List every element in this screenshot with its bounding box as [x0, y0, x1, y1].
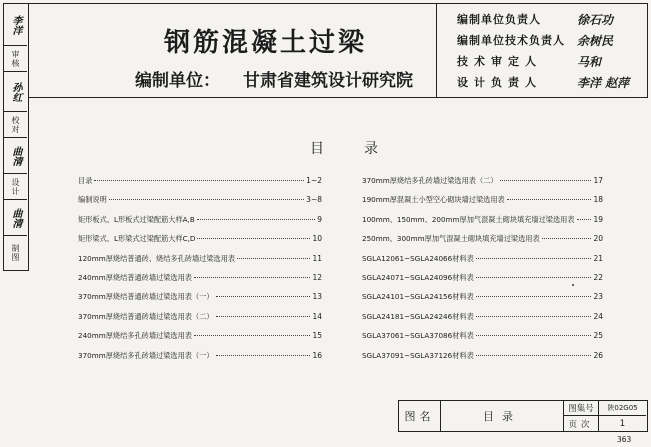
- toc-leader-dots: [542, 238, 592, 239]
- header-title-block: [29, 3, 436, 98]
- toc-entry: [78, 234, 322, 253]
- sheet-number: 363: [617, 435, 632, 444]
- toc-entry: [362, 331, 603, 350]
- responsibility-signature: 马和: [577, 54, 602, 69]
- toc-leader-dots: [500, 180, 592, 181]
- signoff-label: 设计: [11, 177, 20, 196]
- responsibility-role: 编制单位技术负责人: [457, 34, 565, 47]
- toc-leader-dots: [476, 335, 592, 336]
- toc-entry: [78, 215, 322, 234]
- signoff-signature-cell: [4, 138, 27, 174]
- atlas-number-label: 图集号: [564, 401, 599, 416]
- toc-entry: [78, 292, 322, 311]
- toc-entry: [78, 273, 322, 292]
- signoff-signature: 孙红: [10, 81, 21, 102]
- signoff-label: 校对: [11, 115, 20, 134]
- signoff-label-cell: [4, 174, 27, 200]
- toc-entry-title: 编制说明: [78, 195, 107, 205]
- toc-entry-title: SGLA24101~SGLA24156材料表: [362, 292, 474, 302]
- responsibility-row: [457, 52, 601, 70]
- toc-entry-title: 370mm厚烧结普通砖墙过梁选用表（二）: [78, 311, 214, 321]
- responsibility-row: [457, 73, 629, 91]
- toc-entry-title: 矩形板式、L形板式过梁配筋大样A,B: [78, 214, 195, 224]
- toc-column-left: [78, 176, 322, 370]
- responsibility-row: [457, 10, 613, 28]
- signoff-signature: 曲清: [10, 207, 21, 228]
- toc-entry: [78, 351, 322, 370]
- responsibility-signature: 李洋 赵萍: [577, 75, 630, 90]
- toc-entry-title: 240mm厚烧结普通砖墙过梁选用表: [78, 272, 192, 282]
- toc-entry: [362, 312, 603, 331]
- page-label: 页次: [564, 416, 599, 431]
- toc-entry-title: SGLA37091~SGLA37126材料表: [362, 350, 474, 360]
- responsibility-row: [457, 31, 613, 49]
- responsibility-block: [436, 3, 648, 98]
- toc-entry-page: 14: [312, 311, 322, 321]
- toc-entry-page: 9: [317, 214, 322, 224]
- toc-leader-dots: [94, 180, 304, 181]
- toc-entry: [362, 351, 603, 370]
- toc-entry-page: 26: [593, 350, 603, 360]
- toc-entry: [362, 234, 603, 253]
- responsibility-role: 编制单位负责人: [457, 13, 541, 26]
- toc-leader-dots: [476, 316, 592, 317]
- toc-entry-page: 21: [593, 253, 603, 263]
- toc-entry: [362, 195, 603, 214]
- toc-entry-page: 19: [593, 214, 603, 224]
- toc-entry-page: 1~2: [306, 176, 322, 185]
- signoff-label: 制图: [11, 243, 20, 262]
- toc-entry-page: 24: [593, 311, 603, 321]
- toc-leader-dots: [577, 219, 592, 220]
- org-name: 甘肃省建筑设计研究院: [243, 71, 413, 91]
- signoff-signature: 李洋: [10, 14, 21, 35]
- toc-entry-title: SGLA24181~SGLA24246材料表: [362, 311, 474, 321]
- toc-entry-title: 370mm厚烧结多孔砖墙过梁选用表（一）: [78, 350, 214, 360]
- toc-entry-page: 10: [312, 234, 322, 244]
- toc-leader-dots: [216, 355, 311, 356]
- toc-leader-dots: [216, 296, 311, 297]
- toc-leader-dots: [237, 258, 310, 259]
- toc-entry-title: SGLA12061~SGLA24066材料表: [362, 253, 474, 263]
- toc-entry: [78, 331, 322, 350]
- toc-entry-page: 23: [593, 292, 603, 302]
- toc-leader-dots: [476, 296, 592, 297]
- toc-entry-page: 18: [593, 195, 603, 205]
- page-number: 1: [619, 418, 626, 429]
- toc-entry-title: SGLA24071~SGLA24096材料表: [362, 272, 474, 282]
- toc-entry-page: 12: [312, 272, 322, 282]
- toc-entry-page: 11: [312, 253, 322, 263]
- stray-mark: [572, 284, 574, 286]
- signoff-label-cell: [4, 112, 27, 138]
- toc-entry-title: 240mm厚烧结多孔砖墙过梁选用表: [78, 331, 192, 341]
- atlas-number: 陕02G05: [599, 401, 646, 416]
- toc-entry-page: 16: [312, 350, 322, 360]
- toc-leader-dots: [197, 219, 315, 220]
- toc-leader-dots: [216, 316, 311, 317]
- toc-leader-dots: [109, 199, 304, 200]
- drawing-name: 目录: [441, 401, 564, 431]
- drawing-title-block: [398, 400, 648, 432]
- toc-entry-page: 15: [312, 331, 322, 341]
- toc-leader-dots: [476, 258, 592, 259]
- signoff-signature-cell: [4, 4, 27, 46]
- signoff-signature: 曲清: [10, 145, 21, 166]
- toc-entry-title: 100mm、150mm、200mm厚加气混凝土砌块填充墙过梁选用表: [362, 214, 575, 224]
- toc-leader-dots: [507, 199, 592, 200]
- toc-entry-title: SGLA37061~SGLA37086材料表: [362, 331, 474, 341]
- toc-entry-page: 20: [593, 234, 603, 244]
- toc-entry-page: 3~8: [306, 195, 322, 205]
- signoff-label-cell: [4, 236, 27, 269]
- toc-entry: [78, 254, 322, 273]
- toc-leader-dots: [476, 355, 592, 356]
- signoff-label: 审核: [11, 49, 20, 68]
- toc-entry: [78, 176, 322, 195]
- signoff-signature-cell: [4, 200, 27, 236]
- responsibility-signature: 徐石功: [577, 12, 614, 27]
- signoff-signature-cell: [4, 72, 27, 112]
- toc-entry-title: 370mm厚烧结多孔砖墙过梁选用表（二）: [362, 176, 498, 185]
- org-label: 编制单位：: [135, 71, 220, 91]
- toc-heading: 目录: [310, 141, 418, 157]
- toc-leader-dots: [194, 335, 310, 336]
- toc-leader-dots: [197, 238, 310, 239]
- toc-entry-title: 目录: [78, 176, 93, 185]
- toc-entry-page: 13: [312, 292, 322, 302]
- toc-entry: [362, 254, 603, 273]
- toc-entry: [362, 215, 603, 234]
- responsibility-role: 技术审定人: [457, 55, 542, 68]
- atlas-title: 钢筋混凝土过梁: [164, 28, 368, 58]
- responsibility-signature: 余树民: [577, 33, 614, 48]
- toc-entry-page: 22: [593, 272, 603, 282]
- toc-entry-title: 370mm厚烧结普通砖墙过梁选用表（一）: [78, 292, 214, 302]
- drawing-name-label: 图名: [399, 401, 441, 431]
- toc-leader-dots: [476, 277, 592, 278]
- toc-entry-page: 17: [593, 176, 603, 185]
- signoff-strip: [3, 3, 29, 271]
- toc-entry: [362, 273, 603, 292]
- toc-entry-title: 矩形梁式、L形梁式过梁配筋大样C,D: [78, 234, 196, 244]
- signoff-label-cell: [4, 46, 27, 72]
- toc-entry-title: 120mm厚烧结普通砖、烧结多孔砖墙过梁选用表: [78, 253, 236, 263]
- toc-leader-dots: [194, 277, 310, 278]
- responsibility-role: 设计负责人: [457, 76, 542, 89]
- toc-column-right: [362, 176, 603, 370]
- toc-entry: [78, 312, 322, 331]
- toc-entry-page: 25: [593, 331, 603, 341]
- toc-entry: [362, 176, 603, 195]
- toc-entry-title: 250mm、300mm厚加气混凝土砌块填充墙过梁选用表: [362, 234, 540, 244]
- toc-entry-title: 190mm厚混凝土小型空心砌块墙过梁选用表: [362, 195, 505, 205]
- toc-entry: [362, 292, 603, 311]
- toc-entry: [78, 195, 322, 214]
